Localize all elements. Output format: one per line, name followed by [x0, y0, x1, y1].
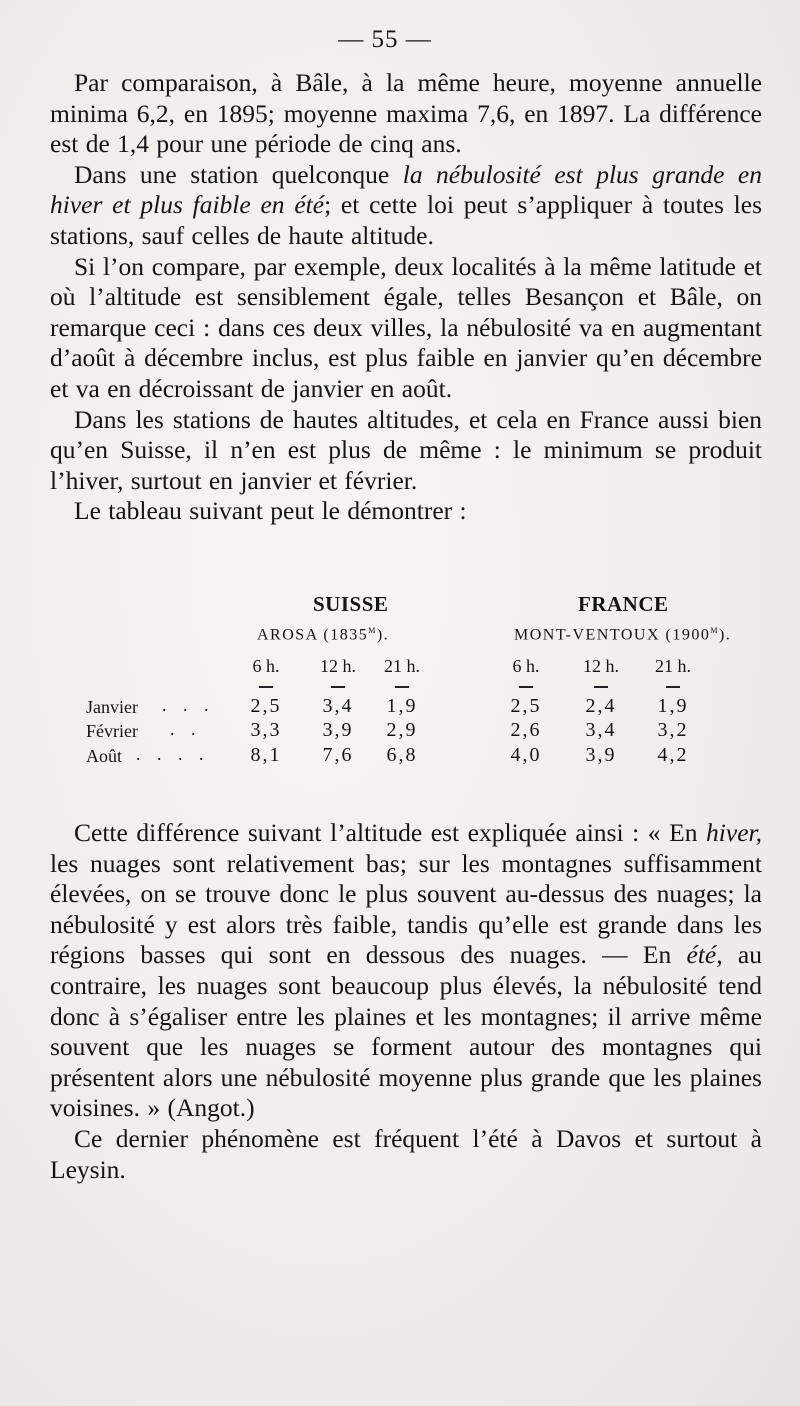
table-group-station-arosa: AROSA (1835$^m$).	[257, 624, 390, 644]
page-number: — 55 —	[338, 26, 432, 53]
table-hour-header: 21 h.	[384, 656, 420, 676]
table-divider	[666, 686, 680, 688]
table-row-leader: . .	[170, 719, 202, 739]
table-cell: 2,5	[510, 695, 542, 717]
text-run: Cette différence suivant l’altitude est expliquée ainsi : « En	[74, 818, 707, 847]
table-cell: 8,1	[250, 744, 282, 766]
table-cell: 3,3	[250, 719, 282, 741]
table-cell: 7,6	[322, 744, 354, 766]
table-cell: 1,9	[657, 695, 689, 717]
text-run: Par comparaison, à Bâle, à la même heure, moyenne annuelle minima 6,2, en 1895; moyenne maxima 7,6, en 1897. La différence est de 1,4 pour une période de cinq ans.	[50, 68, 762, 159]
table-cell: 6,8	[386, 744, 418, 766]
table-divider	[331, 686, 345, 688]
table-group-station-mont-ventoux: MONT-VENTOUX (1900$^m$).	[514, 624, 732, 644]
table-divider	[259, 686, 273, 688]
text-run: Ce dernier phénomène est fréquent l’été à Davos et surtout à Leysin.	[50, 1123, 762, 1184]
table-hour-header: 21 h.	[655, 656, 691, 676]
text-run: les nuages sont relativement bas; sur les montagnes suffisamment élevées, on se trouve donc le plus souvent au-dessus des nuages; la nébulosité y est alors très faible, tandis qu’elle est grande dans les régions basses qui sont en dessous des nuages. — En	[50, 848, 762, 970]
table-cell: 3,4	[322, 695, 354, 717]
table-divider	[395, 686, 409, 688]
table-divider	[519, 686, 533, 688]
table-row-label: Août	[86, 746, 122, 766]
paragraph	[50, 1124, 762, 1185]
italic-text: la nébulosité est plus grande en hiver et plus faible en été	[50, 159, 762, 220]
italic-text: hiver,	[706, 818, 762, 847]
text-run: Si l’on compare, par exemple, deux localités à la même latitude et où l’altitude est sensiblement égale, telles Besançon et Bâle, on remarque ceci : dans ces deux villes, la nébulosité va en augmentant d’août à décembre inclus, est plus faible en janvier qu’en décembre et va en décroissant de janvier en août.	[50, 251, 762, 403]
table-cell: 2,6	[510, 719, 542, 741]
table-cell: 4,0	[510, 744, 542, 766]
text-run: au contraire, les nuages sont beaucoup plus élevés, la nébulosité tend donc à s’égaliser entre les plaines et les montagnes; il arrive même souvent que les nuages se forment autour des montagnes qui présentent alors une nébulosité moyenne plus grande que les plaines voisines. » (Angot.)	[50, 940, 762, 1123]
italic-text: été,	[686, 940, 723, 970]
table-cell: 1,9	[386, 695, 418, 717]
table-group-country-france: FRANCE	[578, 592, 669, 616]
text-block-bottom	[50, 818, 762, 1185]
text-run: Le tableau suivant peut le démontrer :	[74, 496, 467, 526]
text-run: Dans les stations de hautes altitudes, et cela en France aussi bien qu’en Suisse, il n’en est plus de même : le minimum se produit l’hiver, surtout en janvier et février.	[50, 404, 762, 495]
table-row-leader: . . .	[162, 695, 215, 715]
table-cell: 3,9	[585, 744, 617, 766]
table-row-label: Janvier	[86, 697, 138, 717]
text-run: Dans une station quelconque	[74, 159, 403, 189]
table-cell: 3,2	[657, 719, 689, 741]
table-hour-header: 6 h.	[512, 656, 540, 676]
table-hour-header: 12 h.	[583, 656, 619, 676]
table-hour-header: 6 h.	[252, 656, 280, 676]
table-cell: 2,9	[386, 719, 418, 741]
table-row-label: Février	[86, 721, 138, 741]
table-cell: 3,4	[585, 719, 617, 741]
text-run: ; et cette loi peut s’appliquer à toutes les stations, sauf celles de haute altitude.	[50, 190, 762, 250]
table-row-leader: . . . .	[136, 744, 210, 764]
table-cell: 2,5	[250, 695, 282, 717]
table-cell: 4,2	[657, 744, 689, 766]
table-group-country-suisse: SUISSE	[313, 592, 389, 616]
paragraph	[50, 818, 762, 1124]
table-hour-header: 12 h.	[320, 656, 356, 676]
table-cell: 3,9	[322, 719, 354, 741]
table-cell: 2,4	[585, 695, 617, 717]
table-divider	[594, 686, 608, 688]
